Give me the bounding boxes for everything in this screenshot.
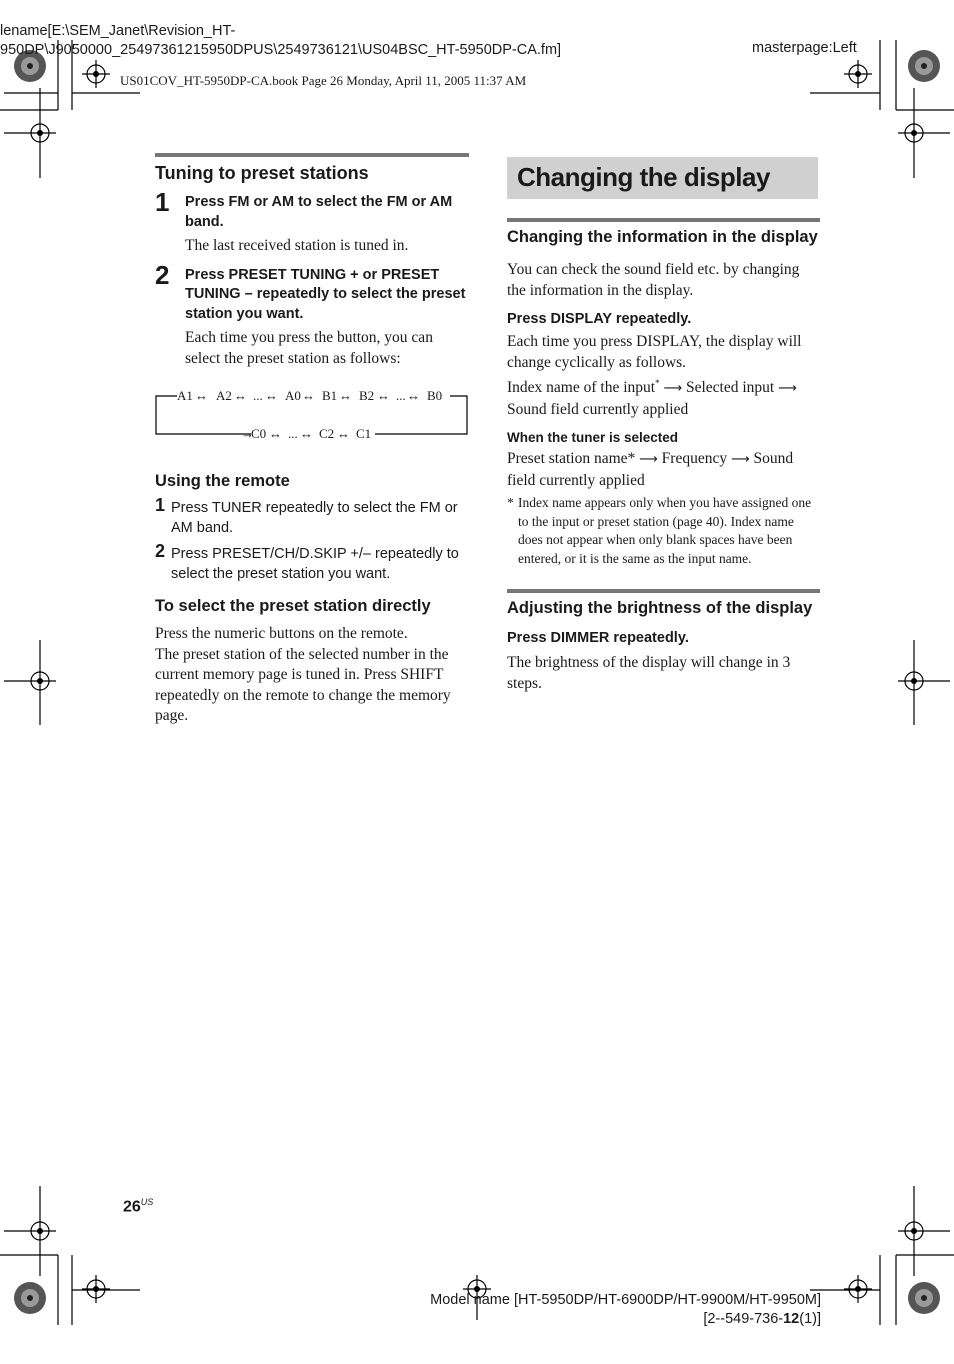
step-text: Press PRESET/CH/D.SKIP +/– repeatedly to select the preset station you want. — [171, 546, 459, 582]
brightness-body: The brightness of the display will change in 3 steps. — [507, 654, 791, 692]
page-title: Changing the display — [507, 157, 818, 199]
arrow-icon: → — [241, 426, 254, 441]
step-number: 1 — [155, 495, 166, 515]
tuner-subtitle: When the tuner is selected — [507, 430, 679, 446]
page-number-value: 26 — [123, 1198, 141, 1216]
preset-cycle-diagram — [155, 387, 469, 443]
step-number: 1 — [155, 187, 170, 217]
preset-label: C1 — [356, 426, 372, 441]
double-arrow-icon: ↔ — [337, 426, 350, 441]
cycle-item: Sound field currently applied — [507, 450, 794, 489]
cycle-item: Frequency — [661, 450, 728, 468]
model-code-prefix: [2--549-736- — [703, 1311, 784, 1327]
double-arrow-icon: ↔ — [407, 388, 420, 403]
model-info — [380, 1291, 821, 1329]
double-arrow-icon: ↔ — [269, 426, 282, 441]
display-cycle — [507, 373, 820, 420]
preset-label: B1 — [322, 388, 338, 403]
double-arrow-icon: ↔ — [265, 388, 278, 403]
preset-label: B0 — [427, 388, 443, 403]
remote-title: Using the remote — [155, 472, 290, 490]
section-rule — [507, 589, 820, 593]
arrow-icon: ⟶ — [730, 452, 750, 468]
preset-label: C2 — [319, 426, 335, 441]
section-rule — [507, 218, 820, 222]
preset-label: B2 — [359, 388, 375, 403]
double-arrow-icon: ↔ — [302, 388, 315, 403]
right-column — [507, 157, 820, 694]
section-rule — [155, 153, 469, 157]
arrow-icon: ⟶ — [639, 452, 658, 468]
section-title-tuning: Tuning to preset stations — [155, 163, 369, 183]
step-body: Each time you press the button, you can select the preset station as follows: — [185, 329, 433, 367]
page-number — [123, 1197, 153, 1216]
footnote-marker: * — [507, 495, 514, 511]
info-body: You can check the sound field etc. by changing the information in the display. — [507, 261, 800, 299]
left-column — [155, 153, 469, 727]
model-code-bold: 12 — [783, 1311, 800, 1327]
page-suffix: US — [140, 1197, 154, 1207]
cycle-item: Selected input — [685, 379, 775, 397]
footnote-marker: * — [655, 378, 660, 388]
direct-title: To select the preset station directly — [155, 597, 431, 615]
brightness-title: Adjusting the brightness of the display — [507, 599, 813, 618]
double-arrow-icon: ↔ — [377, 388, 390, 403]
step-number: 2 — [155, 259, 170, 290]
model-code — [380, 1310, 821, 1329]
preset-label: ... — [288, 426, 298, 441]
tuner-cycle — [507, 449, 820, 491]
arrow-icon: ⟶ — [663, 381, 683, 397]
filename-line-2: 950DP\J9050000_25497361215950DPUS\2549736121\US04BSC_HT-5950DP-CA.fm] — [0, 42, 562, 58]
footnote — [507, 494, 820, 568]
preset-label: A1 — [177, 388, 193, 403]
masterpage-label: masterpage:Left — [752, 40, 857, 56]
press-display-instruction: Press DISPLAY repeatedly. — [507, 311, 692, 327]
model-name: Model name [HT-5950DP/HT-6900DP/HT-9900M/HT-9950M] — [430, 1292, 821, 1308]
cycle-item: Index name of the input — [507, 379, 656, 397]
filename-header — [0, 22, 610, 60]
preset-label: ... — [253, 388, 263, 403]
step-1 — [155, 187, 469, 257]
press-dimmer-instruction: Press DIMMER repeatedly. — [507, 630, 689, 647]
double-arrow-icon: ↔ — [195, 388, 208, 403]
remote-step-2 — [155, 541, 469, 584]
double-arrow-icon: ↔ — [339, 388, 352, 403]
step-number: 2 — [155, 541, 166, 561]
step-title: Press FM or AM to select the FM or AM band. — [185, 194, 453, 230]
preset-label: C0 — [251, 426, 267, 441]
book-info: US01COV_HT-5950DP-CA.book Page 26 Monday, April 11, 2005 11:37 AM — [120, 73, 527, 88]
cycle-item: Sound field currently applied — [507, 400, 689, 418]
arrow-icon: ⟶ — [778, 381, 797, 397]
preset-label: ... — [396, 388, 406, 403]
double-arrow-icon: ↔ — [300, 426, 313, 441]
display-body: Each time you press DISPLAY, the display will change cyclically as follows. — [507, 333, 802, 371]
direct-body-1: Press the numeric buttons on the remote. — [155, 625, 408, 642]
filename-line-1: lename[E:\SEM_Janet\Revision_HT- — [0, 23, 236, 39]
footnote-text: Index name appears only when you have assigned one to the input or preset station (page 40). Index name does not appear when only blank spaces have been entered, or it is the same as the input name. — [518, 495, 812, 566]
step-text: Press TUNER repeatedly to select the FM or AM band. — [171, 500, 458, 536]
info-title: Changing the information in the display — [507, 228, 818, 246]
preset-label: A0 — [285, 388, 301, 403]
preset-label: A2 — [216, 388, 232, 403]
step-title: Press PRESET TUNING + or PRESET TUNING – repeatedly to select the preset station you want. — [185, 266, 466, 322]
double-arrow-icon: ↔ — [234, 388, 247, 403]
model-code-suffix: (1)] — [799, 1311, 821, 1327]
cycle-item: Preset station name* — [507, 450, 636, 468]
direct-body-2: The preset station of the selected number in the current memory page is tuned in. Press SHIFT repeatedly on the remote to change the memory page. — [155, 645, 451, 724]
step-2 — [155, 259, 469, 370]
remote-step-1 — [155, 495, 469, 538]
step-body: The last received station is tuned in. — [185, 237, 409, 254]
